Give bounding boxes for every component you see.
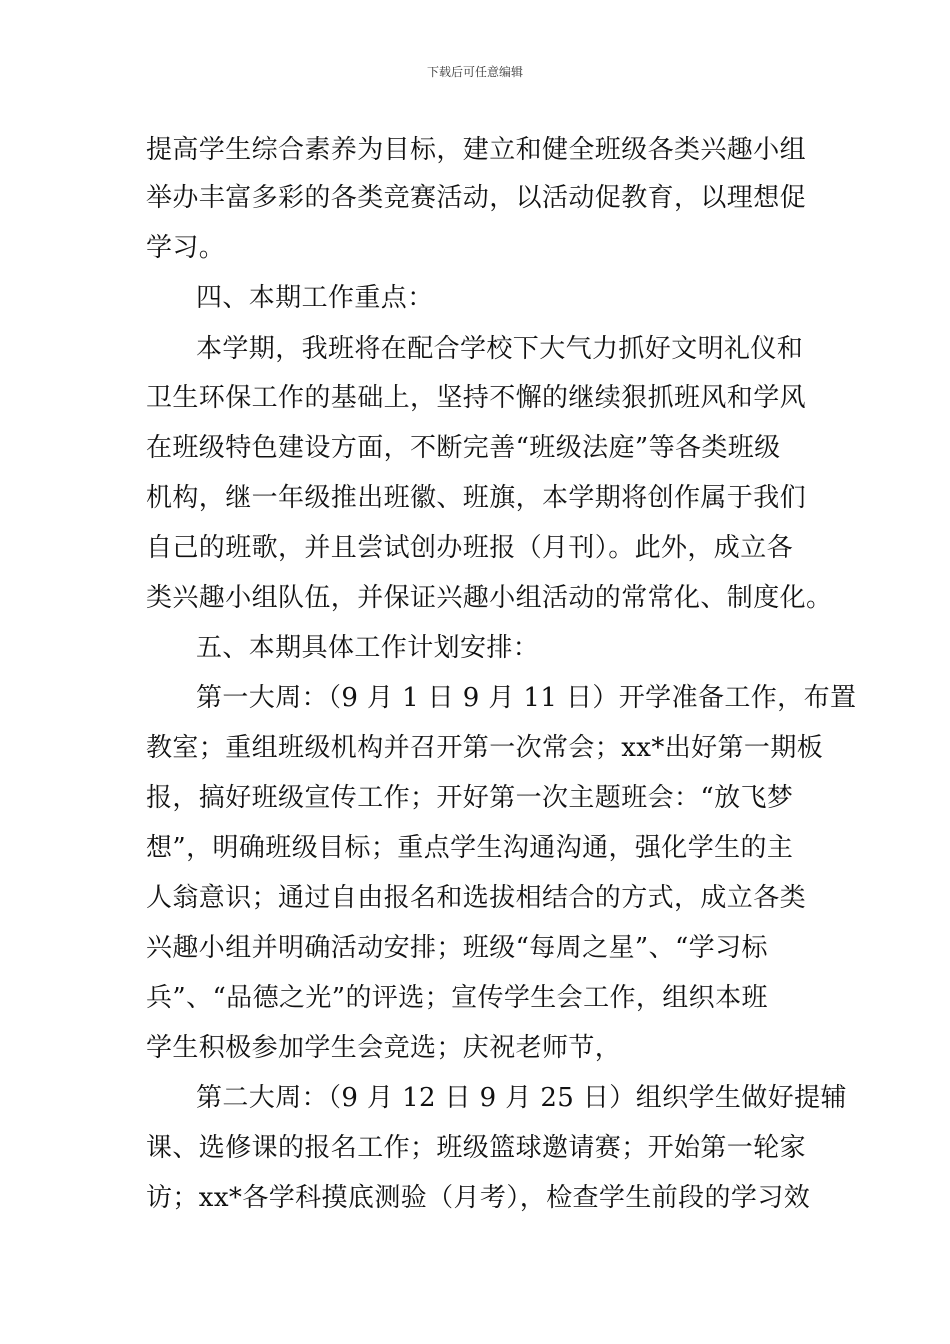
text-line-18: 兵”、“品德之光”的评选；宣传学生会工作，组织本班 — [146, 983, 768, 1013]
text-line-6: 卫生环保工作的基础上，坚持不懈的继续狠抓班风和学风 — [146, 383, 807, 413]
text-line-2: 举办丰富多彩的各类竞赛活动，以活动促教育，以理想促 — [146, 183, 807, 213]
text-line-9: 自己的班歌，并且尝试创办班报（月刊）。此外，成立各 — [146, 533, 794, 563]
text-line-16: 人翁意识；通过自由报名和选拔相结合的方式，成立各类 — [146, 883, 807, 913]
page-header: 下载后可任意编辑 — [426, 65, 523, 79]
text-line-13: 教室；重组班级机构并召开第一次常会；xx*出好第一期板 — [146, 733, 824, 763]
paragraph-start-line: 本学期，我班将在配合学校下大气力抓好文明礼仪和 — [196, 334, 804, 364]
text-line-1: 提高学生综合素养为目标，建立和健全班级各类兴趣小组 — [146, 135, 807, 165]
text-line-15: 想”，明确班级目标；重点学生沟通沟通，强化学生的主 — [146, 833, 794, 863]
text-line-22: 访；xx*各学科摸底测验（月考），检查学生前段的学习效 — [146, 1183, 811, 1213]
text-line-21: 课、选修课的报名工作；班级篮球邀请赛；开始第一轮家 — [146, 1133, 807, 1163]
text-line-17: 兴趣小组并明确活动安排；班级“每周之星”、“学习标 — [146, 933, 768, 963]
section-heading-4: 四、本期工作重点： — [196, 283, 434, 313]
text-line-7: 在班级特色建设方面，不断完善“班级法庭”等各类班级 — [146, 433, 781, 463]
text-line-14: 报，搞好班级宣传工作；开好第一次主题班会：“放飞梦 — [146, 783, 794, 813]
text-line-19: 学生积极参加学生会竞选；庆祝老师节， — [146, 1033, 622, 1063]
week-2-line: 第二大周：（9 月 12 日 9 月 25 日）组织学生做好提辅 — [196, 1083, 847, 1113]
text-line-8: 机构，继一年级推出班徽、班旗，本学期将创作属于我们 — [146, 483, 807, 513]
text-line-10: 类兴趣小组队伍，并保证兴趣小组活动的常常化、制度化。 — [146, 583, 833, 613]
text-line-3: 学习。 — [146, 233, 226, 263]
week-1-line: 第一大周：（9 月 1 日 9 月 11 日）开学准备工作，布置 — [196, 683, 857, 713]
section-heading-5: 五、本期具体工作计划安排： — [196, 633, 540, 663]
